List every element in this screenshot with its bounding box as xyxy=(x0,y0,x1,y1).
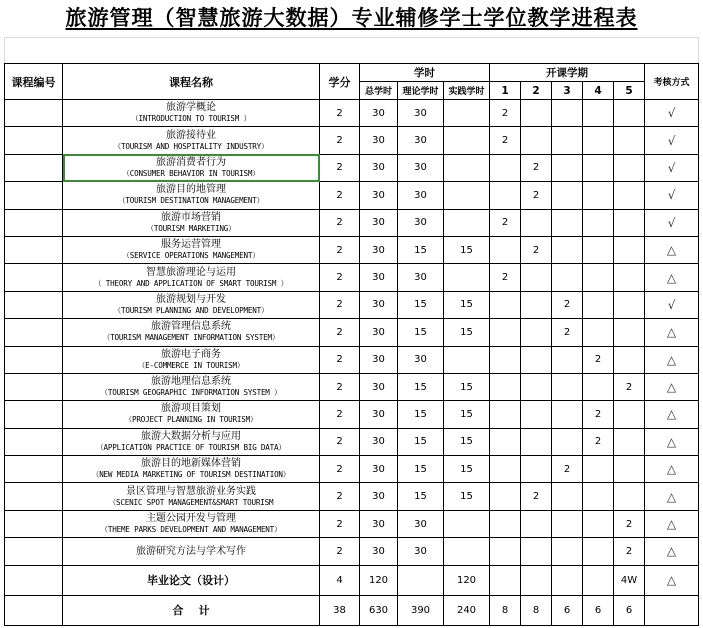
semester-1-cell[interactable] xyxy=(490,319,521,346)
course-code-cell[interactable] xyxy=(5,510,63,537)
practice-hours-cell[interactable]: 15 xyxy=(444,456,490,483)
semester-3-cell[interactable] xyxy=(552,154,583,181)
practice-hours-cell[interactable] xyxy=(444,346,490,373)
course-name-cell[interactable] xyxy=(63,236,320,263)
course-name-zh: 旅游项目策划 xyxy=(161,403,221,415)
course-name-cell[interactable] xyxy=(63,510,320,537)
semester-5-cell[interactable] xyxy=(614,127,645,154)
semester-1-cell[interactable] xyxy=(490,456,521,483)
course-row xyxy=(5,483,699,510)
course-row xyxy=(5,100,699,127)
assessment-cell[interactable]: △ xyxy=(645,483,699,510)
semester-3-cell[interactable] xyxy=(552,538,583,565)
course-name-en: （E-COMMERCE IN TOURISM） xyxy=(137,360,245,370)
assessment-cell[interactable]: √ xyxy=(645,127,699,154)
semester-1-cell[interactable] xyxy=(490,346,521,373)
practice-hours-cell[interactable]: 15 xyxy=(444,373,490,400)
course-name-en: （TOURISM MANAGEMENT INFORMATION SYSTEM） xyxy=(102,333,280,343)
semester-3-cell[interactable] xyxy=(552,100,583,127)
course-row xyxy=(5,264,699,291)
practice-hours-cell[interactable] xyxy=(444,510,490,537)
theory-hours-cell[interactable]: 15 xyxy=(398,483,444,510)
practice-hours-cell[interactable] xyxy=(444,127,490,154)
semester-2-cell[interactable] xyxy=(521,456,552,483)
theory-hours-cell[interactable]: 15 xyxy=(398,428,444,455)
header-semester-4[interactable]: 4 xyxy=(583,82,614,100)
header-credits[interactable]: 学分 xyxy=(320,64,360,100)
page-title: 旅游管理（智慧旅游大数据）专业辅修学士学位教学进程表 xyxy=(65,5,638,30)
total-hours-cell[interactable]: 30 xyxy=(360,483,398,510)
total-hours-cell[interactable]: 30 xyxy=(360,182,398,209)
course-name-cell[interactable] xyxy=(63,100,320,127)
course-name-zh: 旅游地理信息系统 xyxy=(151,376,231,388)
semester-1-cell[interactable] xyxy=(490,510,521,537)
course-row xyxy=(5,319,699,346)
course-name-en: （TOURISM PLANNING AND DEVELOPMENT） xyxy=(113,305,269,315)
course-name-cell[interactable] xyxy=(63,538,320,565)
teaching-plan-table xyxy=(4,63,699,626)
course-code-cell[interactable] xyxy=(5,100,63,127)
course-name-en: （PROJECT PLANNING IN TOURISM） xyxy=(124,415,258,425)
theory-hours-cell[interactable]: 30 xyxy=(398,154,444,181)
semester-5-cell[interactable]: 6 xyxy=(614,595,645,625)
semester-4-cell[interactable] xyxy=(583,264,614,291)
semester-5-cell[interactable] xyxy=(614,209,645,236)
course-name-en: （SERVICE OPERATIONS MANGEMENT） xyxy=(122,251,260,261)
practice-hours-cell[interactable] xyxy=(444,264,490,291)
total-hours-cell[interactable]: 30 xyxy=(360,373,398,400)
course-row xyxy=(5,209,699,236)
course-code-cell[interactable] xyxy=(5,595,63,625)
semester-3-cell[interactable] xyxy=(552,565,583,595)
semester-5-cell[interactable] xyxy=(614,319,645,346)
course-name-en: （INTRODUCTION TO TOURISM ） xyxy=(131,114,251,124)
thesis-label[interactable]: 毕业论文（设计） xyxy=(63,565,320,595)
course-name-cell[interactable] xyxy=(63,346,320,373)
assessment-cell[interactable]: √ xyxy=(645,100,699,127)
theory-hours-cell[interactable]: 30 xyxy=(398,209,444,236)
course-name-cell[interactable] xyxy=(63,209,320,236)
header-hours-theory[interactable]: 理论学时 xyxy=(398,82,444,100)
credit-cell[interactable]: 2 xyxy=(320,154,360,181)
course-name-en: （NEW MEDIA MARKETING OF TOURISM DESTINATION） xyxy=(91,470,291,480)
practice-hours-cell[interactable] xyxy=(444,538,490,565)
semester-2-cell[interactable] xyxy=(521,565,552,595)
assessment-cell[interactable]: △ xyxy=(645,236,699,263)
total-hours-cell[interactable]: 30 xyxy=(360,346,398,373)
assessment-cell[interactable]: △ xyxy=(645,401,699,428)
total-hours-cell[interactable]: 30 xyxy=(360,100,398,127)
course-row xyxy=(5,291,699,318)
semester-2-cell[interactable] xyxy=(521,401,552,428)
semester-5-cell[interactable] xyxy=(614,154,645,181)
theory-hours-cell[interactable]: 30 xyxy=(398,100,444,127)
course-row xyxy=(5,510,699,537)
theory-hours-cell[interactable]: 30 xyxy=(398,346,444,373)
semester-1-cell[interactable] xyxy=(490,538,521,565)
practice-hours-cell[interactable]: 15 xyxy=(444,428,490,455)
assessment-cell[interactable]: △ xyxy=(645,346,699,373)
semester-1-cell[interactable]: 2 xyxy=(490,127,521,154)
credit-cell[interactable]: 2 xyxy=(320,510,360,537)
course-name-zh: 旅游电子商务 xyxy=(161,348,221,360)
theory-hours-cell[interactable]: 30 xyxy=(398,538,444,565)
semester-5-cell[interactable]: 2 xyxy=(614,538,645,565)
course-code-cell[interactable] xyxy=(5,538,63,565)
course-code-cell[interactable] xyxy=(5,291,63,318)
course-row xyxy=(5,456,699,483)
total-hours-cell[interactable]: 30 xyxy=(360,319,398,346)
course-name-zh: 旅游消费者行为 xyxy=(156,156,226,168)
credit-cell[interactable]: 2 xyxy=(320,291,360,318)
header-course-code[interactable]: 课程编号 xyxy=(5,64,63,100)
total-hours-cell[interactable]: 30 xyxy=(360,236,398,263)
semester-3-cell[interactable]: 2 xyxy=(552,456,583,483)
semester-1-cell[interactable]: 2 xyxy=(490,264,521,291)
semester-4-cell[interactable] xyxy=(583,456,614,483)
theory-hours-cell[interactable]: 30 xyxy=(398,182,444,209)
course-code-cell[interactable] xyxy=(5,209,63,236)
semester-2-cell[interactable] xyxy=(521,264,552,291)
course-name-zh: 旅游目的地新媒体营销 xyxy=(141,458,241,470)
course-name-zh: 服务运营管理 xyxy=(161,239,221,251)
course-row xyxy=(5,373,699,400)
semester-5-cell[interactable]: 2 xyxy=(614,510,645,537)
semester-3-cell[interactable] xyxy=(552,209,583,236)
course-row xyxy=(5,236,699,263)
semester-1-cell[interactable] xyxy=(490,401,521,428)
theory-hours-cell[interactable]: 15 xyxy=(398,291,444,318)
assessment-cell[interactable]: √ xyxy=(645,182,699,209)
course-name-cell[interactable] xyxy=(63,401,320,428)
semester-4-cell[interactable] xyxy=(583,127,614,154)
semester-2-cell[interactable] xyxy=(521,319,552,346)
course-code-cell[interactable] xyxy=(5,483,63,510)
semester-3-cell[interactable] xyxy=(552,127,583,154)
semester-2-cell[interactable] xyxy=(521,209,552,236)
course-name-cell[interactable] xyxy=(63,456,320,483)
semester-2-cell[interactable] xyxy=(521,538,552,565)
total-hours-cell[interactable]: 30 xyxy=(360,428,398,455)
course-code-cell[interactable] xyxy=(5,346,63,373)
semester-1-cell[interactable]: 2 xyxy=(490,209,521,236)
course-name-en: （TOURISM DESTINATION MANAGEMENT） xyxy=(118,196,264,206)
course-name-cell[interactable] xyxy=(63,154,320,181)
semester-1-cell[interactable] xyxy=(490,483,521,510)
course-row xyxy=(5,401,699,428)
theory-hours-cell[interactable]: 15 xyxy=(398,319,444,346)
semester-4-cell[interactable] xyxy=(583,291,614,318)
header-semester-3[interactable]: 3 xyxy=(552,82,583,100)
semester-2-cell[interactable] xyxy=(521,346,552,373)
course-name-cell[interactable] xyxy=(63,291,320,318)
semester-2-cell[interactable] xyxy=(521,127,552,154)
total-hours-cell[interactable]: 30 xyxy=(360,209,398,236)
thesis-row xyxy=(5,565,699,595)
semester-2-cell[interactable]: 2 xyxy=(521,154,552,181)
semester-4-cell[interactable] xyxy=(583,236,614,263)
total-hours-cell[interactable]: 30 xyxy=(360,456,398,483)
semester-4-cell[interactable] xyxy=(583,373,614,400)
semester-1-cell[interactable] xyxy=(490,236,521,263)
theory-hours-cell[interactable]: 30 xyxy=(398,510,444,537)
semester-3-cell[interactable] xyxy=(552,373,583,400)
semester-3-cell[interactable]: 6 xyxy=(552,595,583,625)
assessment-cell[interactable]: △ xyxy=(645,510,699,537)
total-hours-cell[interactable]: 30 xyxy=(360,538,398,565)
credit-cell[interactable]: 2 xyxy=(320,373,360,400)
semester-2-cell[interactable]: 8 xyxy=(521,595,552,625)
header-assessment[interactable]: 考核方式 xyxy=(645,64,699,100)
theory-hours-cell[interactable] xyxy=(398,565,444,595)
semester-5-cell[interactable] xyxy=(614,483,645,510)
credit-cell[interactable]: 2 xyxy=(320,100,360,127)
credit-cell[interactable]: 2 xyxy=(320,346,360,373)
header-semester-1[interactable]: 1 xyxy=(490,82,521,100)
course-name-zh: 主题公园开发与管理 xyxy=(146,513,236,525)
course-name-en: （TOURISM GEOGRAPHIC INFORMATION SYSTEM ） xyxy=(100,388,282,398)
course-name-cell[interactable] xyxy=(63,373,320,400)
semester-5-cell[interactable] xyxy=(614,291,645,318)
credit-cell[interactable]: 2 xyxy=(320,127,360,154)
credit-cell[interactable]: 2 xyxy=(320,209,360,236)
practice-hours-cell[interactable]: 120 xyxy=(444,565,490,595)
course-row xyxy=(5,538,699,565)
practice-hours-cell[interactable] xyxy=(444,154,490,181)
total-hours-cell[interactable]: 30 xyxy=(360,291,398,318)
semester-2-cell[interactable] xyxy=(521,291,552,318)
course-code-cell[interactable] xyxy=(5,236,63,263)
semester-5-cell[interactable] xyxy=(614,428,645,455)
credit-cell[interactable]: 2 xyxy=(320,483,360,510)
credit-cell[interactable]: 38 xyxy=(320,595,360,625)
theory-hours-cell[interactable]: 15 xyxy=(398,236,444,263)
practice-hours-cell[interactable]: 15 xyxy=(444,483,490,510)
semester-4-cell[interactable]: 2 xyxy=(583,428,614,455)
semester-4-cell[interactable]: 6 xyxy=(583,595,614,625)
semester-3-cell[interactable] xyxy=(552,428,583,455)
total-hours-cell[interactable]: 30 xyxy=(360,127,398,154)
theory-hours-cell[interactable]: 15 xyxy=(398,373,444,400)
semester-1-cell[interactable] xyxy=(490,182,521,209)
semester-4-cell[interactable]: 2 xyxy=(583,346,614,373)
course-name-cell[interactable] xyxy=(63,319,320,346)
semester-4-cell[interactable] xyxy=(583,182,614,209)
total-label[interactable]: 合 计 xyxy=(63,595,320,625)
semester-1-cell[interactable] xyxy=(490,291,521,318)
credit-cell[interactable]: 2 xyxy=(320,401,360,428)
header-hours-practice[interactable]: 实践学时 xyxy=(444,82,490,100)
assessment-cell[interactable]: △ xyxy=(645,428,699,455)
assessment-cell[interactable]: △ xyxy=(645,319,699,346)
course-row xyxy=(5,428,699,455)
semester-3-cell[interactable] xyxy=(552,510,583,537)
credit-cell[interactable]: 2 xyxy=(320,456,360,483)
theory-hours-cell[interactable]: 390 xyxy=(398,595,444,625)
semester-2-cell[interactable] xyxy=(521,510,552,537)
theory-hours-cell[interactable]: 15 xyxy=(398,401,444,428)
sheet-right-edge xyxy=(698,37,699,63)
course-name-zh: 景区管理与智慧旅游业务实践 xyxy=(126,485,256,497)
total-row xyxy=(5,595,699,625)
header-hours-total[interactable]: 总学时 xyxy=(360,82,398,100)
semester-2-cell[interactable] xyxy=(521,373,552,400)
semester-4-cell[interactable] xyxy=(583,538,614,565)
course-name-zh: 旅游目的地管理 xyxy=(156,184,226,196)
header-hours[interactable]: 学时 xyxy=(360,64,490,82)
course-name-en: （SCENIC SPOT MANAGEMENT&SMART TOURISM xyxy=(108,497,274,507)
course-name-cell[interactable] xyxy=(63,428,320,455)
total-hours-cell[interactable]: 30 xyxy=(360,510,398,537)
assessment-cell[interactable]: △ xyxy=(645,565,699,595)
course-name-zh: 旅游管理信息系统 xyxy=(151,321,231,333)
sheet-blank-row xyxy=(4,37,699,38)
semester-2-cell[interactable] xyxy=(521,100,552,127)
header-semester[interactable]: 开课学期 xyxy=(490,64,645,82)
semester-5-cell[interactable] xyxy=(614,456,645,483)
course-name-zh: 旅游规划与开发 xyxy=(156,293,226,305)
semester-5-cell[interactable] xyxy=(614,100,645,127)
course-code-cell[interactable] xyxy=(5,154,63,181)
semester-2-cell[interactable]: 2 xyxy=(521,182,552,209)
sheet-left-edge xyxy=(4,37,5,63)
course-code-cell[interactable] xyxy=(5,127,63,154)
course-name-zh: 智慧旅游理论与运用 xyxy=(146,266,236,278)
header-semester-5[interactable]: 5 xyxy=(614,82,645,100)
course-name-en: （TOURISM AND HOSPITALITY INDUSTRY） xyxy=(113,141,269,151)
semester-5-cell[interactable] xyxy=(614,346,645,373)
course-row xyxy=(5,346,699,373)
course-code-cell[interactable] xyxy=(5,182,63,209)
assessment-cell[interactable]: △ xyxy=(645,373,699,400)
semester-3-cell[interactable] xyxy=(552,264,583,291)
semester-4-cell[interactable] xyxy=(583,483,614,510)
semester-4-cell[interactable] xyxy=(583,565,614,595)
semester-2-cell[interactable] xyxy=(521,428,552,455)
course-code-cell[interactable] xyxy=(5,456,63,483)
assessment-cell[interactable]: △ xyxy=(645,264,699,291)
practice-hours-cell[interactable] xyxy=(444,209,490,236)
semester-5-cell[interactable]: 2 xyxy=(614,373,645,400)
semester-2-cell[interactable]: 2 xyxy=(521,483,552,510)
course-name-zh: 旅游大数据分析与应用 xyxy=(141,430,241,442)
practice-hours-cell[interactable]: 15 xyxy=(444,319,490,346)
semester-3-cell[interactable]: 2 xyxy=(552,291,583,318)
total-hours-cell[interactable]: 630 xyxy=(360,595,398,625)
semester-3-cell[interactable] xyxy=(552,236,583,263)
assessment-cell[interactable]: △ xyxy=(645,456,699,483)
course-name-zh: 旅游学概论 xyxy=(166,102,216,114)
course-name-cell[interactable] xyxy=(63,264,320,291)
semester-1-cell[interactable]: 8 xyxy=(490,595,521,625)
semester-1-cell[interactable] xyxy=(490,154,521,181)
course-name-en: （TOURISM MARKETING） xyxy=(146,223,236,233)
practice-hours-cell[interactable] xyxy=(444,182,490,209)
semester-5-cell[interactable] xyxy=(614,182,645,209)
course-name-en: （CONSUMER BEHAVIOR IN TOURISM） xyxy=(122,168,260,178)
semester-3-cell[interactable] xyxy=(552,182,583,209)
semester-1-cell[interactable]: 2 xyxy=(490,100,521,127)
header-semester-2[interactable]: 2 xyxy=(521,82,552,100)
theory-hours-cell[interactable]: 30 xyxy=(398,264,444,291)
semester-3-cell[interactable] xyxy=(552,401,583,428)
course-name-zh: 旅游接待业 xyxy=(166,129,216,141)
semester-5-cell[interactable]: 4W xyxy=(614,565,645,595)
credit-cell[interactable]: 2 xyxy=(320,319,360,346)
practice-hours-cell[interactable]: 15 xyxy=(444,236,490,263)
total-hours-cell[interactable]: 30 xyxy=(360,401,398,428)
course-code-cell[interactable] xyxy=(5,428,63,455)
credit-cell[interactable]: 4 xyxy=(320,565,360,595)
theory-hours-cell[interactable]: 30 xyxy=(398,127,444,154)
semester-1-cell[interactable] xyxy=(490,428,521,455)
credit-cell[interactable]: 2 xyxy=(320,264,360,291)
course-code-cell[interactable] xyxy=(5,565,63,595)
credit-cell[interactable]: 2 xyxy=(320,428,360,455)
course-row xyxy=(5,182,699,209)
header-course-name[interactable]: 课程名称 xyxy=(63,64,320,100)
semester-1-cell[interactable] xyxy=(490,565,521,595)
semester-4-cell[interactable] xyxy=(583,154,614,181)
semester-4-cell[interactable]: 2 xyxy=(583,401,614,428)
course-name-zh: 旅游市场营销 xyxy=(161,211,221,223)
practice-hours-cell[interactable]: 15 xyxy=(444,291,490,318)
semester-3-cell[interactable] xyxy=(552,346,583,373)
course-code-cell[interactable] xyxy=(5,373,63,400)
course-name-cell[interactable] xyxy=(63,127,320,154)
practice-hours-cell[interactable] xyxy=(444,100,490,127)
total-hours-cell[interactable]: 30 xyxy=(360,154,398,181)
course-code-cell[interactable] xyxy=(5,264,63,291)
semester-4-cell[interactable] xyxy=(583,510,614,537)
course-name-en: （ THEORY AND APPLICATION OF SMART TOURISM ） xyxy=(93,278,289,288)
assessment-cell[interactable]: √ xyxy=(645,154,699,181)
semester-5-cell[interactable] xyxy=(614,401,645,428)
total-hours-cell[interactable]: 120 xyxy=(360,565,398,595)
semester-4-cell[interactable] xyxy=(583,100,614,127)
course-name-cell[interactable] xyxy=(63,182,320,209)
semester-5-cell[interactable] xyxy=(614,264,645,291)
practice-hours-cell[interactable]: 240 xyxy=(444,595,490,625)
course-name-en: （THEME PARKS DEVELOPMENT AND MANAGEMENT） xyxy=(100,525,282,535)
credit-cell[interactable]: 2 xyxy=(320,182,360,209)
total-hours-cell[interactable]: 30 xyxy=(360,264,398,291)
semester-4-cell[interactable] xyxy=(583,209,614,236)
semester-4-cell[interactable] xyxy=(583,319,614,346)
course-name-cell[interactable] xyxy=(63,483,320,510)
assessment-cell[interactable] xyxy=(645,595,699,625)
credit-cell[interactable]: 2 xyxy=(320,538,360,565)
course-code-cell[interactable] xyxy=(5,401,63,428)
assessment-cell[interactable]: √ xyxy=(645,209,699,236)
course-code-cell[interactable] xyxy=(5,319,63,346)
course-name-en: （APPLICATION PRACTICE OF TOURISM BIG DATA） xyxy=(96,442,286,452)
assessment-cell[interactable]: △ xyxy=(645,538,699,565)
semester-1-cell[interactable] xyxy=(490,373,521,400)
course-row xyxy=(5,154,699,181)
credit-cell[interactable]: 2 xyxy=(320,236,360,263)
semester-3-cell[interactable]: 2 xyxy=(552,319,583,346)
semester-3-cell[interactable] xyxy=(552,483,583,510)
theory-hours-cell[interactable]: 15 xyxy=(398,456,444,483)
semester-5-cell[interactable] xyxy=(614,236,645,263)
course-row xyxy=(5,127,699,154)
semester-2-cell[interactable]: 2 xyxy=(521,236,552,263)
assessment-cell[interactable]: √ xyxy=(645,291,699,318)
practice-hours-cell[interactable]: 15 xyxy=(444,401,490,428)
course-name-zh: 旅游研究方法与学术写作 xyxy=(136,545,246,557)
